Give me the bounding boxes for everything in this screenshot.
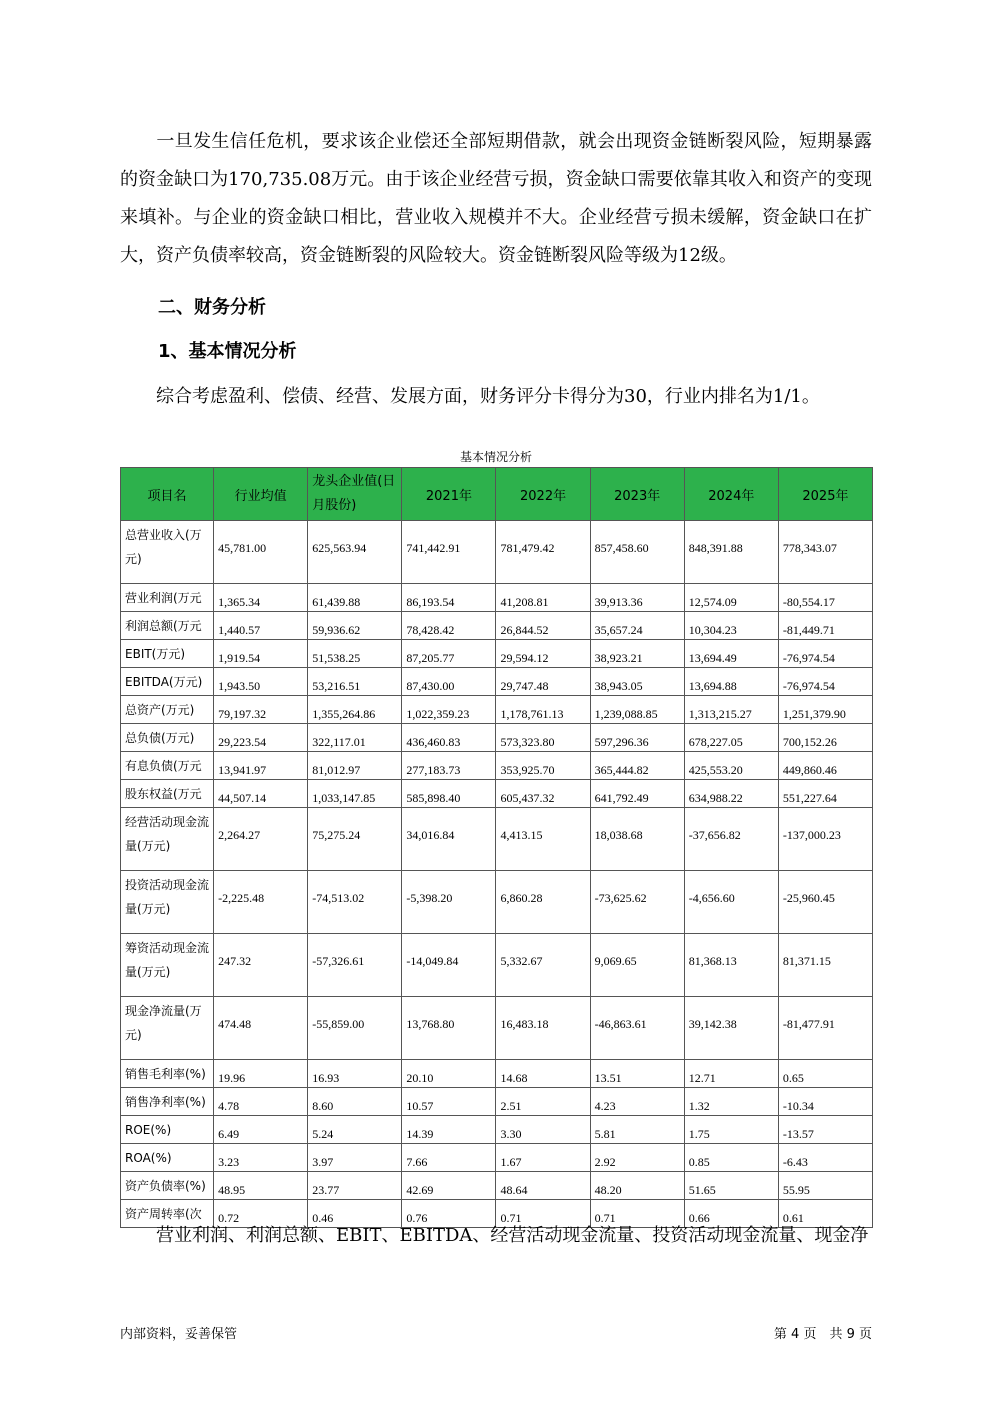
row-label: 资产周转率(次 xyxy=(121,1200,214,1228)
paragraph-text: 一旦发生信任危机，要求该企业偿还全部短期借款，就会出现资金链断裂风险，短期暴露的资金缺口为170,735.08万元。由于该企业经营亏损，资金缺口需要依靠其收入和资产的变现来填补。与企业的资金缺口相比，营业收入规模并不大。企业经营亏损未缓解，资金缺口在扩大，资产负债率较高，资金链断裂的风险较大。资金链断裂风险等级为12级。 xyxy=(120,131,872,266)
table-cell: -46,863.61 xyxy=(590,997,684,1060)
paragraph-text: 营业利润、利润总额、EBIT、EBITDA、经营活动现金流量、投资活动现金流量、现金净 xyxy=(156,1225,869,1246)
table-cell: 29,594.12 xyxy=(496,640,590,668)
table-cell: 10,304.23 xyxy=(684,612,778,640)
row-label: 销售毛利率(%) xyxy=(121,1060,214,1088)
row-label: 筹资活动现金流量(万元) xyxy=(121,934,214,997)
table-cell: -37,656.82 xyxy=(684,808,778,871)
table-cell: 38,943.05 xyxy=(590,668,684,696)
table-cell: 4.78 xyxy=(214,1088,308,1116)
table-cell: 0.71 xyxy=(496,1200,590,1228)
table-cell: 12,574.09 xyxy=(684,584,778,612)
table-cell: 1,251,379.90 xyxy=(778,696,872,724)
row-label: 经营活动现金流量(万元) xyxy=(121,808,214,871)
row-label: 总营业收入(万元) xyxy=(121,521,214,584)
table-cell: -55,859.00 xyxy=(308,997,402,1060)
table-cell: 51,538.25 xyxy=(308,640,402,668)
footer-confidential: 内部资料，妥善保管 xyxy=(120,1327,238,1342)
table-cell: 449,860.46 xyxy=(778,752,872,780)
table-row xyxy=(121,780,873,808)
table-cell: 3.30 xyxy=(496,1116,590,1144)
table-cell: 0.85 xyxy=(684,1144,778,1172)
table-cell: 13,941.97 xyxy=(214,752,308,780)
table-cell: 18,038.68 xyxy=(590,808,684,871)
table-row xyxy=(121,612,873,640)
table-cell: 39,913.36 xyxy=(590,584,684,612)
table-cell: 1,178,761.13 xyxy=(496,696,590,724)
table-cell: 7.66 xyxy=(402,1144,496,1172)
table-cell: 634,988.22 xyxy=(684,780,778,808)
table-cell: 26,844.52 xyxy=(496,612,590,640)
table-cell: -6.43 xyxy=(778,1144,872,1172)
table-cell: -76,974.54 xyxy=(778,668,872,696)
table-cell: 61,439.88 xyxy=(308,584,402,612)
table-cell: -57,326.61 xyxy=(308,934,402,997)
table-cell: 1.67 xyxy=(496,1144,590,1172)
table-cell: 48.95 xyxy=(214,1172,308,1200)
table-cell: 0.76 xyxy=(402,1200,496,1228)
table-row xyxy=(121,668,873,696)
table-row xyxy=(121,752,873,780)
table-row xyxy=(121,521,873,584)
table-cell: -14,049.84 xyxy=(402,934,496,997)
table-row xyxy=(121,1088,873,1116)
table-cell: 14.68 xyxy=(496,1060,590,1088)
table-cell: 55.95 xyxy=(778,1172,872,1200)
table-cell: 8.60 xyxy=(308,1088,402,1116)
table-cell: 5.81 xyxy=(590,1116,684,1144)
table-cell: 1,033,147.85 xyxy=(308,780,402,808)
table-cell: 79,197.32 xyxy=(214,696,308,724)
table-cell: 23.77 xyxy=(308,1172,402,1200)
table-cell: -80,554.17 xyxy=(778,584,872,612)
table-cell: 1.32 xyxy=(684,1088,778,1116)
table-cell: -4,656.60 xyxy=(684,871,778,934)
table-cell: 5,332.67 xyxy=(496,934,590,997)
table-cell: 0.61 xyxy=(778,1200,872,1228)
table-cell: 78,428.42 xyxy=(402,612,496,640)
row-label: EBITDA(万元) xyxy=(121,668,214,696)
table-cell: 425,553.20 xyxy=(684,752,778,780)
table-cell: 87,430.00 xyxy=(402,668,496,696)
table-cell: 474.48 xyxy=(214,997,308,1060)
table-cell: 12.71 xyxy=(684,1060,778,1088)
section-heading-financial-analysis: 二、财务分析 xyxy=(158,297,266,318)
table-cell: 1,313,215.27 xyxy=(684,696,778,724)
table-cell: 741,442.91 xyxy=(402,521,496,584)
table-cell: 10.57 xyxy=(402,1088,496,1116)
table-cell: 29,223.54 xyxy=(214,724,308,752)
table-row xyxy=(121,696,873,724)
table-cell: 6.49 xyxy=(214,1116,308,1144)
table-cell: 20.10 xyxy=(402,1060,496,1088)
row-label: 总资产(万元) xyxy=(121,696,214,724)
table-cell: -81,477.91 xyxy=(778,997,872,1060)
header-year-2023: 2023年 xyxy=(590,468,684,521)
table-cell: -73,625.62 xyxy=(590,871,684,934)
table-cell: 322,117.01 xyxy=(308,724,402,752)
table-cell: 16,483.18 xyxy=(496,997,590,1060)
row-label: 销售净利率(%) xyxy=(121,1088,214,1116)
table-cell: 597,296.36 xyxy=(590,724,684,752)
table-cell: 781,479.42 xyxy=(496,521,590,584)
table-cell: 353,925.70 xyxy=(496,752,590,780)
table-body xyxy=(121,521,873,1228)
table-cell: 277,183.73 xyxy=(402,752,496,780)
table-cell: 14.39 xyxy=(402,1116,496,1144)
table-cell: 1,440.57 xyxy=(214,612,308,640)
table-cell: 848,391.88 xyxy=(684,521,778,584)
table-cell: -81,449.71 xyxy=(778,612,872,640)
row-label: 股东权益(万元 xyxy=(121,780,214,808)
subsection-heading-basic-analysis: 1、基本情况分析 xyxy=(158,341,297,362)
table-cell: 42.69 xyxy=(402,1172,496,1200)
table-cell: 48.20 xyxy=(590,1172,684,1200)
table-cell: 585,898.40 xyxy=(402,780,496,808)
row-label: ROA(%) xyxy=(121,1144,214,1172)
table-cell: 778,343.07 xyxy=(778,521,872,584)
table-cell: 19.96 xyxy=(214,1060,308,1088)
table-cell: 16.93 xyxy=(308,1060,402,1088)
table-cell: 13,768.80 xyxy=(402,997,496,1060)
table-row xyxy=(121,997,873,1060)
table-cell: 436,460.83 xyxy=(402,724,496,752)
table-cell: 3.97 xyxy=(308,1144,402,1172)
row-label: 资产负债率(%) xyxy=(121,1172,214,1200)
table-cell: -25,960.45 xyxy=(778,871,872,934)
table-cell: -74,513.02 xyxy=(308,871,402,934)
footer-page-number: 第 4 页 共 9 页 xyxy=(773,1327,872,1342)
paragraph-summary xyxy=(120,1217,872,1255)
table-cell: 81,368.13 xyxy=(684,934,778,997)
table-row xyxy=(121,1116,873,1144)
table-cell: 247.32 xyxy=(214,934,308,997)
table-cell: 625,563.94 xyxy=(308,521,402,584)
paragraph-text: 综合考虑盈利、偿债、经营、发展方面，财务评分卡得分为30，行业内排名为1/1。 xyxy=(156,386,820,407)
table-cell: 51.65 xyxy=(684,1172,778,1200)
table-cell: 641,792.49 xyxy=(590,780,684,808)
header-year-2021: 2021年 xyxy=(402,468,496,521)
table-cell: 48.64 xyxy=(496,1172,590,1200)
table-row xyxy=(121,871,873,934)
row-label: 总负债(万元) xyxy=(121,724,214,752)
table-cell: 2,264.27 xyxy=(214,808,308,871)
table-cell: 1,239,088.85 xyxy=(590,696,684,724)
table-row xyxy=(121,934,873,997)
table-cell: 13,694.49 xyxy=(684,640,778,668)
paragraph-funding-gap xyxy=(120,123,872,275)
header-industry-average: 行业均值 xyxy=(214,468,308,521)
table-cell: 35,657.24 xyxy=(590,612,684,640)
header-year-2025: 2025年 xyxy=(778,468,872,521)
table-cell: 3.23 xyxy=(214,1144,308,1172)
table-cell: 857,458.60 xyxy=(590,521,684,584)
row-label: 投资活动现金流量(万元) xyxy=(121,871,214,934)
financial-table xyxy=(120,467,873,1228)
table-cell: 13,694.88 xyxy=(684,668,778,696)
table-cell: 4,413.15 xyxy=(496,808,590,871)
table-cell: 13.51 xyxy=(590,1060,684,1088)
row-label: EBIT(万元) xyxy=(121,640,214,668)
table-cell: 38,923.21 xyxy=(590,640,684,668)
table-cell: 39,142.38 xyxy=(684,997,778,1060)
table-cell: 34,016.84 xyxy=(402,808,496,871)
row-label: 利润总额(万元 xyxy=(121,612,214,640)
table-cell: 2.51 xyxy=(496,1088,590,1116)
table-cell: 86,193.54 xyxy=(402,584,496,612)
paragraph-scorecard xyxy=(120,378,872,416)
table-header-row xyxy=(121,468,873,521)
table-cell: 551,227.64 xyxy=(778,780,872,808)
table-cell: -5,398.20 xyxy=(402,871,496,934)
table-cell: 0.65 xyxy=(778,1060,872,1088)
row-label: 有息负债(万元 xyxy=(121,752,214,780)
table-cell: 87,205.77 xyxy=(402,640,496,668)
table-cell: 53,216.51 xyxy=(308,668,402,696)
table-cell: 81,371.15 xyxy=(778,934,872,997)
table-row xyxy=(121,1060,873,1088)
table-cell: -137,000.23 xyxy=(778,808,872,871)
table-cell: 6,860.28 xyxy=(496,871,590,934)
table-cell: 0.66 xyxy=(684,1200,778,1228)
table-cell: 5.24 xyxy=(308,1116,402,1144)
header-year-2022: 2022年 xyxy=(496,468,590,521)
row-label: 现金净流量(万元) xyxy=(121,997,214,1060)
header-item-name: 项目名 xyxy=(121,468,214,521)
table-cell: 0.72 xyxy=(214,1200,308,1228)
table-cell: -13.57 xyxy=(778,1116,872,1144)
table-cell: 1,943.50 xyxy=(214,668,308,696)
table-caption: 基本情况分析 xyxy=(459,450,532,464)
header-year-2024: 2024年 xyxy=(684,468,778,521)
table-cell: 59,936.62 xyxy=(308,612,402,640)
table-cell: 1,022,359.23 xyxy=(402,696,496,724)
table-row xyxy=(121,724,873,752)
table-cell: -2,225.48 xyxy=(214,871,308,934)
table-row xyxy=(121,808,873,871)
table-cell: -10.34 xyxy=(778,1088,872,1116)
table-cell: 1,919.54 xyxy=(214,640,308,668)
table-cell: 45,781.00 xyxy=(214,521,308,584)
table-cell: 573,323.80 xyxy=(496,724,590,752)
table-cell: 44,507.14 xyxy=(214,780,308,808)
table-row xyxy=(121,1172,873,1200)
row-label: ROE(%) xyxy=(121,1116,214,1144)
table-cell: 700,152.26 xyxy=(778,724,872,752)
table-cell: 9,069.65 xyxy=(590,934,684,997)
table-row xyxy=(121,640,873,668)
table-cell: 605,437.32 xyxy=(496,780,590,808)
table-cell: 0.46 xyxy=(308,1200,402,1228)
table-cell: -76,974.54 xyxy=(778,640,872,668)
table-cell: 81,012.97 xyxy=(308,752,402,780)
table-cell: 678,227.05 xyxy=(684,724,778,752)
table-cell: 1,355,264.86 xyxy=(308,696,402,724)
table-cell: 75,275.24 xyxy=(308,808,402,871)
row-label: 营业利润(万元 xyxy=(121,584,214,612)
table-row xyxy=(121,584,873,612)
table-cell: 1.75 xyxy=(684,1116,778,1144)
table-cell: 1,365.34 xyxy=(214,584,308,612)
table-cell: 4.23 xyxy=(590,1088,684,1116)
table-cell: 29,747.48 xyxy=(496,668,590,696)
table-row xyxy=(121,1144,873,1172)
table-cell: 2.92 xyxy=(590,1144,684,1172)
table-cell: 0.71 xyxy=(590,1200,684,1228)
table-cell: 365,444.82 xyxy=(590,752,684,780)
table-cell: 41,208.81 xyxy=(496,584,590,612)
header-leader-value: 龙头企业值(日月股份) xyxy=(308,468,402,521)
